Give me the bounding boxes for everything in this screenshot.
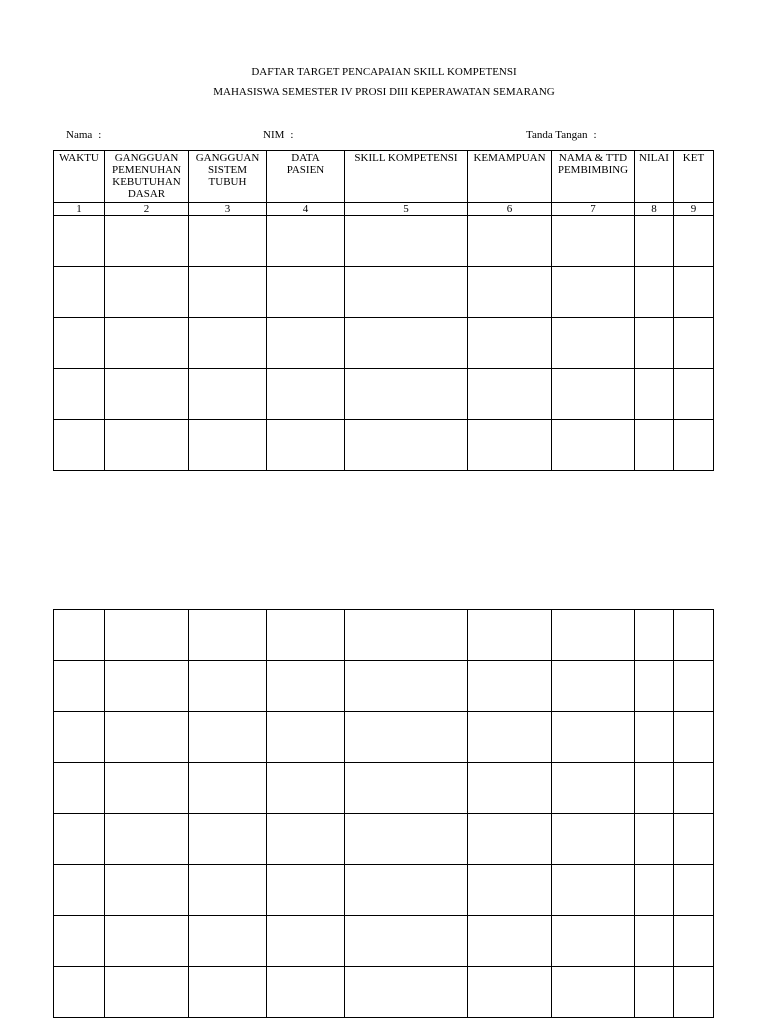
table-cell	[54, 216, 105, 267]
table-cell	[345, 814, 468, 865]
field-nama-label: Nama	[66, 129, 93, 141]
table-cell	[635, 763, 674, 814]
table-cell	[189, 420, 267, 471]
table-cell	[552, 916, 635, 967]
table-cell	[105, 420, 189, 471]
table-cell	[267, 712, 345, 763]
table-cell	[468, 216, 552, 267]
table-cell	[552, 865, 635, 916]
column-header	[267, 151, 345, 203]
table-cell	[674, 916, 714, 967]
table-cell	[674, 610, 714, 661]
table-cell	[54, 420, 105, 471]
column-header-line: SISTEM	[207, 164, 248, 176]
table-cell	[54, 967, 105, 1018]
field-nama-colon: :	[98, 129, 102, 141]
table-cell	[267, 916, 345, 967]
table-cell	[468, 967, 552, 1018]
table-row	[54, 420, 714, 471]
table-cell	[674, 763, 714, 814]
table-row	[54, 318, 714, 369]
column-header-line: NAMA & TTD	[558, 152, 628, 164]
table-row	[54, 712, 714, 763]
table-cell	[552, 267, 635, 318]
table-cell	[552, 420, 635, 471]
table-cell	[635, 814, 674, 865]
column-header-line: PEMBIMBING	[557, 164, 629, 176]
table-cell	[105, 916, 189, 967]
column-header	[674, 151, 714, 203]
field-nim-colon: :	[290, 129, 294, 141]
column-header-line: TUBUH	[208, 176, 247, 188]
table-cell	[468, 661, 552, 712]
table-cell	[674, 420, 714, 471]
table-row	[54, 967, 714, 1018]
table-cell	[189, 865, 267, 916]
table-cell	[635, 712, 674, 763]
table-cell	[189, 814, 267, 865]
table-cell	[345, 610, 468, 661]
table-cell	[552, 712, 635, 763]
table-row	[54, 216, 714, 267]
table-cell	[189, 369, 267, 420]
column-header-line: PEMENUHAN	[111, 164, 182, 176]
table-cell	[267, 267, 345, 318]
column-header-line: KET	[682, 152, 705, 164]
column-header-line: KEBUTUHAN	[112, 176, 181, 188]
table-cell	[468, 814, 552, 865]
table-cell	[105, 267, 189, 318]
table-cell	[105, 661, 189, 712]
field-nim-label: NIM	[263, 129, 285, 141]
field-tanda-tangan	[526, 129, 597, 142]
table-cell	[345, 369, 468, 420]
target-table	[53, 150, 714, 471]
table-cell	[635, 610, 674, 661]
table-cell	[105, 712, 189, 763]
table-cell	[674, 267, 714, 318]
table-cell	[54, 610, 105, 661]
table-cell	[189, 916, 267, 967]
table-row	[54, 814, 714, 865]
table-cell	[189, 661, 267, 712]
table-cell	[345, 712, 468, 763]
field-nim	[263, 129, 293, 142]
table-cell	[189, 610, 267, 661]
table-cell	[105, 318, 189, 369]
table-row	[54, 610, 714, 661]
table-cell	[54, 916, 105, 967]
table-cell	[105, 610, 189, 661]
column-header-line: GANGGUAN	[195, 152, 260, 164]
column-number: 5	[345, 203, 468, 216]
table-cell	[674, 661, 714, 712]
column-header-line: NILAI	[639, 152, 669, 164]
table-cell	[468, 865, 552, 916]
table-cell	[674, 814, 714, 865]
column-header-line: KEMAMPUAN	[473, 152, 546, 164]
table-cell	[674, 712, 714, 763]
table-cell	[552, 967, 635, 1018]
table-cell	[267, 216, 345, 267]
field-tanda-tangan-label: Tanda Tangan	[526, 129, 588, 141]
column-number: 1	[54, 203, 105, 216]
column-header-line: GANGGUAN	[114, 152, 179, 164]
table-cell	[267, 967, 345, 1018]
column-header-line: SKILL KOMPETENSI	[354, 152, 458, 164]
column-header-line: WAKTU	[59, 152, 99, 164]
table-cell	[267, 661, 345, 712]
table-cell	[552, 661, 635, 712]
table-cell	[468, 610, 552, 661]
table-cell	[468, 763, 552, 814]
table-cell	[674, 865, 714, 916]
table-cell	[267, 814, 345, 865]
table-cell	[635, 967, 674, 1018]
column-header	[552, 151, 635, 203]
table-cell	[468, 318, 552, 369]
table-cell	[468, 369, 552, 420]
column-header	[635, 151, 674, 203]
table-cell	[54, 814, 105, 865]
table-cell	[189, 763, 267, 814]
table-row	[54, 369, 714, 420]
table-cell	[105, 814, 189, 865]
table-cell	[468, 916, 552, 967]
table-cell	[54, 267, 105, 318]
table-cell	[54, 865, 105, 916]
table-cell	[54, 763, 105, 814]
table-header-row	[54, 151, 714, 203]
table-cell	[552, 814, 635, 865]
table-cell	[189, 267, 267, 318]
table-cell	[189, 712, 267, 763]
table-cell	[267, 610, 345, 661]
document-subtitle: MAHASISWA SEMESTER IV PROSI DIII KEPERAWATAN SEMARANG	[213, 86, 555, 98]
table-cell	[674, 318, 714, 369]
table-cell	[105, 369, 189, 420]
table-cell	[189, 967, 267, 1018]
table-row	[54, 916, 714, 967]
table-cell	[267, 318, 345, 369]
column-header-line: PASIEN	[286, 164, 325, 176]
table-cell	[267, 369, 345, 420]
table-cell	[345, 763, 468, 814]
table-cell	[345, 216, 468, 267]
column-header	[105, 151, 189, 203]
table-cell	[635, 216, 674, 267]
column-number: 9	[674, 203, 714, 216]
table-cell	[345, 267, 468, 318]
table-cell	[267, 865, 345, 916]
table-cell	[552, 369, 635, 420]
table-cell	[635, 661, 674, 712]
table-cell	[635, 865, 674, 916]
table-cell	[635, 369, 674, 420]
table-cell	[552, 318, 635, 369]
field-tanda-tangan-colon: :	[593, 129, 597, 141]
table-cell	[345, 318, 468, 369]
column-number-row	[54, 203, 714, 216]
continuation-table	[53, 609, 714, 1018]
table-cell	[635, 420, 674, 471]
table-cell	[552, 216, 635, 267]
table-cell	[54, 661, 105, 712]
table-cell	[105, 216, 189, 267]
table-cell	[635, 318, 674, 369]
table-row	[54, 865, 714, 916]
table-cell	[552, 763, 635, 814]
table-cell	[105, 967, 189, 1018]
table-cell	[635, 916, 674, 967]
column-number: 4	[267, 203, 345, 216]
column-header	[468, 151, 552, 203]
table-cell	[345, 865, 468, 916]
table-cell	[54, 712, 105, 763]
table-cell	[54, 369, 105, 420]
table-row	[54, 763, 714, 814]
table-cell	[105, 865, 189, 916]
table-cell	[267, 763, 345, 814]
table-cell	[345, 661, 468, 712]
column-header-line: DASAR	[127, 188, 166, 200]
table-cell	[267, 420, 345, 471]
table-cell	[345, 967, 468, 1018]
table-cell	[468, 267, 552, 318]
column-header	[345, 151, 468, 203]
table-cell	[552, 610, 635, 661]
column-header-line: DATA	[291, 152, 320, 164]
table-cell	[635, 267, 674, 318]
column-number: 2	[105, 203, 189, 216]
column-number: 3	[189, 203, 267, 216]
column-header	[189, 151, 267, 203]
document-title: DAFTAR TARGET PENCAPAIAN SKILL KOMPETENSI	[251, 66, 517, 78]
table-cell	[54, 318, 105, 369]
table-cell	[674, 369, 714, 420]
column-number: 8	[635, 203, 674, 216]
table-cell	[345, 916, 468, 967]
table-cell	[189, 216, 267, 267]
table-cell	[468, 420, 552, 471]
table-row	[54, 661, 714, 712]
table-cell	[105, 763, 189, 814]
table-cell	[468, 712, 552, 763]
field-nama	[66, 129, 101, 142]
table-cell	[674, 967, 714, 1018]
table-row	[54, 267, 714, 318]
column-number: 7	[552, 203, 635, 216]
table-cell	[345, 420, 468, 471]
column-number: 6	[468, 203, 552, 216]
table-cell	[674, 216, 714, 267]
table-cell	[189, 318, 267, 369]
column-header	[54, 151, 105, 203]
